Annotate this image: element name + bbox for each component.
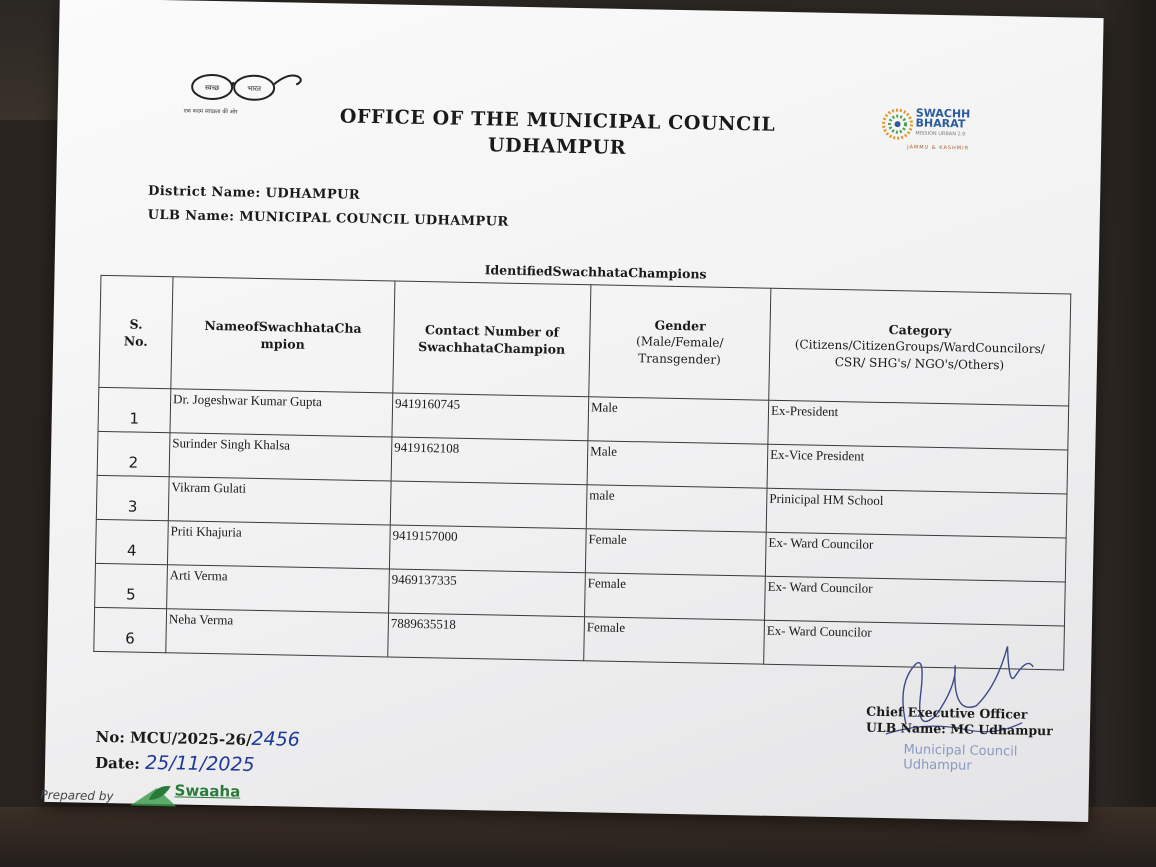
header-gender — [589, 285, 771, 400]
swachh-bharat-spectacles-logo — [175, 64, 306, 126]
document-page — [40, 0, 1103, 822]
cell-gender: Female — [585, 529, 766, 576]
logo-left-text: स्वच्छ — [204, 83, 220, 93]
office-title — [297, 103, 818, 165]
stamp-line2: Udhampur — [903, 757, 972, 774]
header-gender-line3: Transgender) — [638, 351, 721, 367]
header-contact-line2: SwachhataChampion — [418, 338, 566, 357]
office-title-line2: UDHAMPUR — [487, 134, 627, 159]
cell-name: Vikram Gulati — [168, 477, 391, 525]
sb-logo-region: JAMMU & KASHMIR — [907, 144, 970, 152]
cell-sno: 3 — [96, 475, 169, 520]
cell-name: Priti Khajuria — [167, 521, 390, 569]
cell-contact: 7889635518 — [388, 613, 585, 661]
cell-category: Ex- Ward Councilor — [765, 532, 1066, 582]
sb-logo-sub: MISSION URBAN 2.0 — [915, 130, 966, 138]
header-category — [769, 288, 1071, 406]
cell-name: Dr. Jogeshwar Kumar Gupta — [170, 389, 393, 437]
cell-contact: 9419162108 — [391, 437, 588, 485]
header-sno-line2: No. — [123, 332, 148, 349]
cell-contact: 9419160745 — [392, 393, 589, 441]
cell-category: Ex-President — [768, 400, 1069, 450]
district-name: District Name: UDHAMPUR — [147, 183, 361, 203]
header-gender-line2: (Male/Female/ — [635, 334, 724, 350]
signatory-block — [866, 704, 1087, 740]
sb-logo-line1: SWACHH — [915, 106, 971, 121]
reference-number — [95, 725, 300, 751]
cell-contact — [390, 481, 587, 529]
office-title-line1: OFFICE OF THE MUNICIPAL COUNCIL — [339, 105, 776, 136]
signatory-ulb: ULB Name: MC Udhampur — [865, 719, 1053, 739]
sb-logo-text — [915, 106, 971, 131]
header-category-line3: CSR/ SHG's/ NGO's/Others) — [834, 354, 1005, 373]
reference-handwritten: 2456 — [251, 727, 301, 751]
swaaha-brand: Swaaha — [174, 781, 241, 801]
cell-category: Prinicipal HM School — [766, 488, 1067, 538]
header-contact — [393, 281, 591, 397]
header-gender-line1: Gender — [654, 317, 706, 334]
header-category-line2: (Citizens/CitizenGroups/WardCouncilors/ — [794, 337, 1045, 357]
cell-contact: 9469137335 — [389, 569, 586, 617]
table-header-row — [99, 275, 1071, 406]
table-title: IdentifiedSwachhataChampions — [484, 262, 707, 282]
stamp-line1: Municipal Council — [903, 742, 1018, 760]
cell-name: Arti Verma — [167, 565, 390, 613]
council-stamp — [903, 742, 1017, 774]
signatory-title: Chief Executive Officer — [866, 703, 1028, 722]
cell-gender: Male — [588, 397, 769, 444]
cell-gender: Male — [587, 441, 768, 488]
cell-sno: 6 — [94, 607, 167, 652]
cell-gender: Female — [585, 573, 766, 620]
header-name — [171, 277, 395, 393]
cell-category: Ex- Ward Councilor — [764, 620, 1065, 670]
header-sno-line1: S. — [129, 315, 143, 332]
cell-name: Surinder Singh Khalsa — [169, 433, 392, 481]
ulb-name: ULB Name: MUNICIPAL COUNCIL UDHAMPUR — [147, 207, 509, 230]
cell-category: Ex-Vice President — [767, 444, 1068, 494]
cell-sno: 4 — [95, 519, 168, 564]
sb-logo-line2: BHARAT — [915, 116, 966, 131]
cell-gender: Female — [584, 617, 765, 664]
document-date — [95, 751, 255, 776]
swaaha-leaf-icon — [126, 779, 181, 810]
champions-table — [93, 275, 1071, 671]
header-category-line1: Category — [888, 322, 952, 339]
cell-name: Neha Verma — [166, 609, 389, 657]
header-name-line1: NameofSwachhataCha — [204, 317, 362, 336]
cell-contact: 9419157000 — [389, 525, 586, 573]
cell-sno: 1 — [98, 387, 171, 432]
date-label: Date: — [94, 753, 141, 773]
logo-right-text: भारत — [247, 84, 261, 93]
prepared-by-label: Prepared by — [40, 787, 114, 804]
header-sno — [99, 275, 173, 388]
cell-sno: 2 — [97, 431, 170, 476]
cell-gender: male — [586, 485, 767, 532]
cell-sno: 5 — [95, 563, 168, 608]
reference-label: No: MCU/2025-26/ — [95, 727, 252, 749]
header-contact-line1: Contact Number of — [424, 321, 560, 340]
table-surface-right — [1096, 0, 1156, 867]
cell-category: Ex- Ward Councilor — [764, 576, 1065, 626]
logo-tagline: एक कदम स्वच्छता की ओर — [183, 108, 238, 116]
date-handwritten: 25/11/2025 — [144, 751, 255, 776]
header-name-line2: mpion — [260, 335, 305, 352]
